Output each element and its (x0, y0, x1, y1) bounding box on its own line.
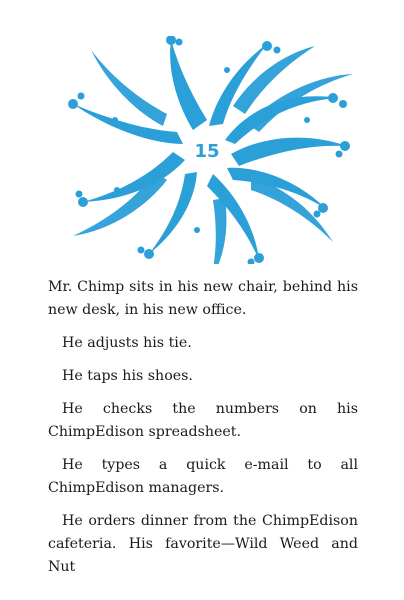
paragraph: He taps his shoes. (62, 368, 193, 384)
paragraph: Mr. Chimp sits in his new chair, behind his new desk, in his new office. (48, 279, 358, 318)
chapter-text (48, 276, 358, 589)
paragraph: He orders dinner from the ChimpEdison cafeteria. His favorite—Wild Weed and Nut (48, 513, 358, 575)
chapter-number: 15 (194, 141, 220, 162)
paragraph: He checks the numbers on his ChimpEdison spreadsheet. (48, 401, 358, 440)
swirl-ornament (62, 36, 352, 264)
paragraph: He adjusts his tie. (62, 335, 192, 351)
paragraph: He types a quick e-mail to all ChimpEdison managers. (48, 457, 358, 496)
